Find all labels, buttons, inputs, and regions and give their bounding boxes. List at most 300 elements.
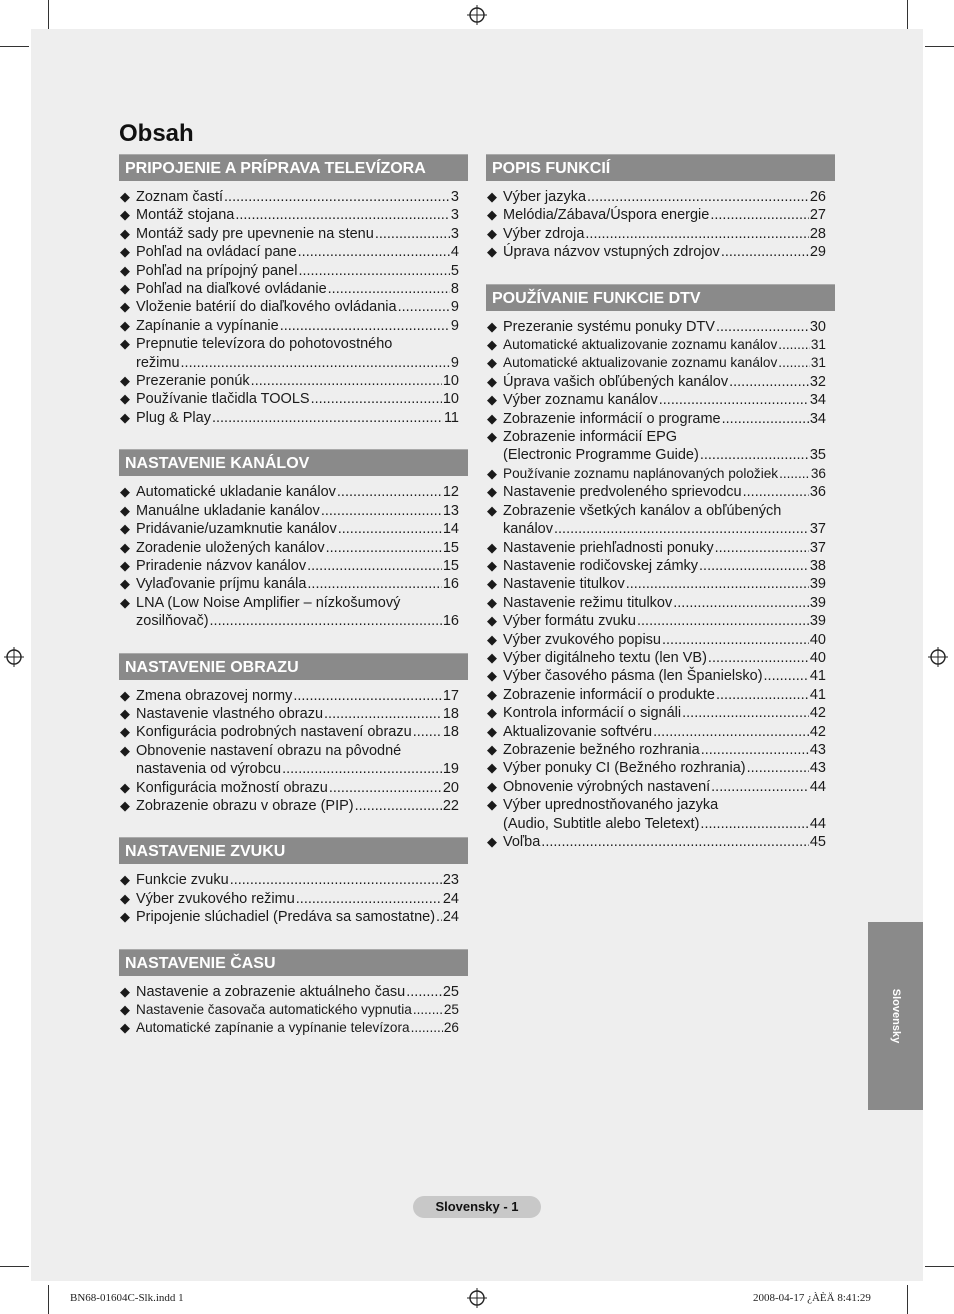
toc-entry-title: Prepnutie televízora do pohotovostného bbox=[136, 336, 393, 353]
toc-entry[interactable] bbox=[486, 704, 835, 722]
dot-leader bbox=[541, 833, 809, 851]
toc-page-number: 9 bbox=[450, 317, 459, 334]
crop-mark bbox=[925, 1266, 954, 1267]
dot-leader bbox=[210, 612, 442, 630]
page-footer: Slovensky - 1 bbox=[413, 1196, 541, 1218]
toc-entry[interactable] bbox=[486, 225, 835, 243]
toc-entry[interactable] bbox=[486, 391, 835, 409]
dot-leader bbox=[328, 280, 450, 298]
diamond-bullet-icon: ◆ bbox=[487, 318, 497, 334]
toc-page-number: 35 bbox=[809, 447, 826, 464]
diamond-bullet-icon: ◆ bbox=[120, 521, 130, 537]
diamond-bullet-icon: ◆ bbox=[120, 409, 130, 425]
dot-leader bbox=[413, 1001, 443, 1019]
toc-page-number: 39 bbox=[809, 613, 826, 630]
diamond-bullet-icon: ◆ bbox=[120, 705, 130, 721]
dot-leader bbox=[721, 243, 809, 261]
toc-entry[interactable] bbox=[486, 575, 835, 593]
diamond-bullet-icon: ◆ bbox=[487, 189, 497, 204]
toc-entry-title: Úprava vašich obľúbených kanálov bbox=[503, 373, 729, 390]
crop-mark bbox=[907, 1285, 908, 1314]
toc-entry-title: kanálov bbox=[503, 521, 553, 538]
toc-entry[interactable] bbox=[486, 318, 835, 336]
toc-entry-title: Montáž stojana bbox=[136, 207, 235, 224]
crop-mark bbox=[907, 0, 908, 29]
toc-page-number: 18 bbox=[442, 724, 459, 741]
dot-leader bbox=[329, 779, 442, 797]
diamond-bullet-icon: ◆ bbox=[487, 484, 497, 500]
toc-page-number: 26 bbox=[809, 189, 826, 205]
dot-leader bbox=[716, 686, 809, 704]
toc-page-number: 40 bbox=[809, 649, 826, 666]
toc-page-number: 36 bbox=[809, 484, 826, 501]
dot-leader bbox=[700, 815, 808, 833]
toc-entry-title: Výber formátu zvuku bbox=[503, 613, 636, 630]
toc-entry-title: Aktualizovanie softvéru bbox=[503, 723, 653, 740]
toc-section bbox=[119, 837, 468, 926]
diamond-bullet-icon: ◆ bbox=[487, 337, 497, 353]
section-header: POPIS FUNKCIÍ bbox=[486, 154, 835, 181]
toc-entry-title: Vloženie batérií do diaľkového ovládania bbox=[136, 299, 397, 316]
toc-entry-title: Obnovenie výrobných nastavení bbox=[503, 778, 711, 795]
toc-entry-title: Funkcie zvuku bbox=[136, 872, 229, 889]
toc-entry-title: Zmena obrazovej normy bbox=[136, 687, 293, 704]
toc-page-number: 18 bbox=[442, 705, 459, 722]
toc-entry[interactable] bbox=[486, 723, 835, 741]
toc-entry-title: Obnovenie nastavení obrazu na pôvodné bbox=[136, 742, 402, 759]
dot-leader bbox=[321, 502, 442, 520]
diamond-bullet-icon: ◆ bbox=[487, 410, 497, 426]
toc-page-number: 42 bbox=[809, 705, 826, 722]
crop-mark bbox=[48, 0, 49, 29]
toc-page-number: 40 bbox=[809, 631, 826, 648]
toc-page-number: 31 bbox=[810, 337, 826, 353]
toc-entry-title: Používanie tlačidla TOOLS bbox=[136, 391, 310, 408]
dot-leader bbox=[710, 206, 809, 224]
dot-leader bbox=[715, 539, 809, 557]
toc-entry[interactable] bbox=[486, 354, 835, 372]
toc-entry-title: Výber zdroja bbox=[503, 225, 585, 242]
dot-leader bbox=[673, 594, 809, 612]
dot-leader bbox=[338, 520, 442, 538]
diamond-bullet-icon: ◆ bbox=[120, 687, 130, 703]
toc-entry-title: Používanie zoznamu naplánovaných položiek bbox=[503, 465, 779, 481]
toc-entry-title: (Audio, Subtitle alebo Teletext) bbox=[503, 815, 700, 832]
toc-entry[interactable] bbox=[486, 833, 835, 851]
toc-page-number: 3 bbox=[450, 207, 459, 224]
toc-entry[interactable] bbox=[119, 705, 468, 723]
page-title: Obsah bbox=[119, 120, 194, 147]
toc-entry[interactable] bbox=[486, 428, 835, 465]
toc-entry-title: zosilňovač) bbox=[136, 613, 209, 630]
dot-leader bbox=[181, 354, 450, 372]
section-header: NASTAVENIE ČASU bbox=[119, 949, 468, 976]
diamond-bullet-icon: ◆ bbox=[487, 594, 497, 610]
dot-leader bbox=[659, 391, 809, 409]
dot-leader bbox=[406, 983, 442, 1001]
toc-section bbox=[119, 154, 468, 427]
toc-entry-title: Nastavenie priehľadnosti ponuky bbox=[503, 539, 714, 556]
registration-mark-icon bbox=[4, 647, 24, 667]
toc-entry-title: Manuálne ukladanie kanálov bbox=[136, 502, 320, 519]
toc-page-number: 12 bbox=[442, 484, 459, 501]
toc-left-column bbox=[119, 154, 468, 1060]
diamond-bullet-icon: ◆ bbox=[120, 189, 130, 204]
diamond-bullet-icon: ◆ bbox=[120, 373, 130, 389]
toc-page-number: 9 bbox=[450, 354, 459, 371]
crop-mark bbox=[925, 46, 954, 47]
diamond-bullet-icon: ◆ bbox=[120, 225, 130, 241]
toc-entry[interactable] bbox=[119, 575, 468, 593]
crop-mark bbox=[0, 1266, 29, 1267]
toc-entry-title: Pripojenie slúchadiel (Predáva sa samostatne) bbox=[136, 909, 436, 926]
diamond-bullet-icon: ◆ bbox=[487, 649, 497, 665]
toc-entry-title: Konfigurácia podrobných nastavení obrazu bbox=[136, 724, 412, 741]
diamond-bullet-icon: ◆ bbox=[487, 760, 497, 776]
toc-entry[interactable] bbox=[486, 649, 835, 667]
dot-leader bbox=[282, 760, 442, 778]
toc-page-number: 32 bbox=[809, 373, 826, 390]
toc-page-number: 34 bbox=[809, 392, 826, 409]
toc-page-number: 14 bbox=[442, 521, 459, 538]
toc-entry[interactable] bbox=[119, 298, 468, 316]
toc-entry-title: Pohľad na ovládací pane bbox=[136, 244, 297, 261]
toc-entry[interactable] bbox=[119, 797, 468, 815]
diamond-bullet-icon: ◆ bbox=[487, 557, 497, 573]
dot-leader bbox=[307, 575, 441, 593]
diamond-bullet-icon: ◆ bbox=[120, 299, 130, 315]
toc-entry-title: Pohľad na prípojný panel bbox=[136, 262, 298, 279]
dot-leader bbox=[554, 520, 809, 538]
dot-leader bbox=[230, 871, 442, 889]
toc-page-number: 4 bbox=[450, 244, 459, 261]
toc-entry[interactable] bbox=[119, 594, 468, 631]
toc-page-number: 13 bbox=[442, 502, 459, 519]
toc-entry[interactable] bbox=[119, 871, 468, 889]
toc-entry[interactable] bbox=[486, 741, 835, 759]
toc-entry[interactable] bbox=[119, 742, 468, 779]
toc-section bbox=[119, 949, 468, 1038]
toc-entry[interactable] bbox=[119, 908, 468, 926]
dot-leader bbox=[587, 188, 809, 206]
diamond-bullet-icon: ◆ bbox=[120, 207, 130, 223]
toc-entry[interactable] bbox=[119, 483, 468, 501]
dot-leader bbox=[398, 298, 450, 316]
toc-entry[interactable] bbox=[486, 796, 835, 833]
toc-section bbox=[486, 284, 835, 852]
toc-page-number: 41 bbox=[809, 668, 826, 685]
toc-entry[interactable] bbox=[486, 243, 835, 261]
toc-entry-title: Zobrazenie obrazu v obraze (PIP) bbox=[136, 797, 354, 814]
toc-entry-title: Výber zvukového popisu bbox=[503, 631, 661, 648]
diamond-bullet-icon: ◆ bbox=[487, 686, 497, 702]
toc-page-number: 17 bbox=[442, 687, 459, 704]
dot-leader bbox=[326, 539, 442, 557]
toc-entry-title: Zoradenie uložených kanálov bbox=[136, 539, 325, 556]
diamond-bullet-icon: ◆ bbox=[487, 705, 497, 721]
diamond-bullet-icon: ◆ bbox=[487, 392, 497, 408]
diamond-bullet-icon: ◆ bbox=[120, 872, 130, 888]
toc-entry-title: Pohľad na diaľkové ovládanie bbox=[136, 281, 327, 298]
toc-page-number: 23 bbox=[442, 872, 459, 889]
dot-leader bbox=[764, 667, 809, 685]
dot-leader bbox=[311, 390, 442, 408]
toc-entry[interactable] bbox=[119, 188, 468, 206]
diamond-bullet-icon: ◆ bbox=[487, 355, 497, 371]
dot-leader bbox=[293, 687, 442, 705]
toc-entry[interactable] bbox=[486, 759, 835, 777]
toc-entry-title: Nastavenie rodičovskej zámky bbox=[503, 557, 699, 574]
dot-leader bbox=[224, 188, 450, 206]
section-header: POUŽÍVANIE FUNKCIE DTV bbox=[486, 284, 835, 311]
toc-entry[interactable] bbox=[486, 465, 835, 483]
diamond-bullet-icon: ◆ bbox=[487, 465, 497, 481]
toc-entry[interactable] bbox=[119, 409, 468, 427]
toc-entry[interactable] bbox=[486, 373, 835, 391]
toc-page-number: 45 bbox=[809, 834, 826, 850]
dot-leader bbox=[747, 759, 809, 777]
toc-page-number: 37 bbox=[809, 539, 826, 556]
toc-entry[interactable] bbox=[119, 225, 468, 243]
toc-entry-title: Melódia/Zábava/Úspora energie bbox=[503, 207, 710, 224]
diamond-bullet-icon: ◆ bbox=[487, 834, 497, 849]
toc-entry-title: Výber ponuky CI (Bežného rozhrania) bbox=[503, 760, 746, 777]
diamond-bullet-icon: ◆ bbox=[120, 502, 130, 518]
toc-entry[interactable] bbox=[119, 983, 468, 1001]
toc-entry[interactable] bbox=[119, 372, 468, 390]
diamond-bullet-icon: ◆ bbox=[120, 1002, 130, 1017]
toc-entry-title: Plug & Play bbox=[136, 409, 211, 426]
toc-page-number: 16 bbox=[442, 613, 459, 630]
toc-entry-title: Nastavenie titulkov bbox=[503, 576, 625, 593]
dot-leader bbox=[716, 318, 809, 336]
toc-entry[interactable] bbox=[119, 262, 468, 280]
toc-entry[interactable] bbox=[486, 206, 835, 224]
toc-entry-title: nastavenia od výrobcu bbox=[136, 761, 282, 778]
imprint-right: 2008-04-17 ¿ÀÈÄ 8:41:29 bbox=[753, 1292, 871, 1304]
dot-leader bbox=[708, 649, 809, 667]
toc-page-number: 36 bbox=[810, 465, 826, 481]
toc-page-number: 44 bbox=[809, 778, 826, 795]
toc-entry[interactable] bbox=[119, 335, 468, 372]
diamond-bullet-icon: ◆ bbox=[487, 502, 497, 518]
toc-page-number: 37 bbox=[809, 521, 826, 538]
toc-entry-title: Výber zoznamu kanálov bbox=[503, 392, 658, 409]
toc-entry[interactable] bbox=[119, 390, 468, 408]
toc-entry-title: Voľba bbox=[503, 834, 541, 850]
toc-entry[interactable] bbox=[119, 317, 468, 335]
toc-section bbox=[486, 154, 835, 262]
toc-page-number: 3 bbox=[450, 189, 459, 205]
toc-entry-title: Nastavenie vlastného obrazu bbox=[136, 705, 324, 722]
diamond-bullet-icon: ◆ bbox=[120, 484, 130, 500]
toc-page-number: 39 bbox=[809, 576, 826, 593]
toc-entry[interactable] bbox=[486, 410, 835, 428]
toc-entry-title: Vylaďovanie príjmu kanála bbox=[136, 576, 307, 593]
toc-entry-title: Prezeranie systému ponuky DTV bbox=[503, 318, 715, 335]
dot-leader bbox=[778, 336, 810, 354]
imprint-left: BN68-01604C-Slk.indd 1 bbox=[70, 1292, 184, 1304]
dot-leader bbox=[662, 631, 809, 649]
toc-page-number: 3 bbox=[450, 225, 459, 242]
toc-entry-title: Zobrazenie informácií o programe bbox=[503, 410, 721, 427]
diamond-bullet-icon: ◆ bbox=[120, 317, 130, 333]
toc-page-number: 15 bbox=[442, 539, 459, 556]
registration-mark-icon bbox=[467, 5, 487, 25]
toc-page-number: 22 bbox=[442, 797, 459, 814]
diamond-bullet-icon: ◆ bbox=[120, 391, 130, 407]
diamond-bullet-icon: ◆ bbox=[120, 576, 130, 592]
dot-leader bbox=[324, 705, 442, 723]
dot-leader bbox=[699, 557, 809, 575]
dot-leader bbox=[413, 723, 442, 741]
diamond-bullet-icon: ◆ bbox=[120, 724, 130, 740]
diamond-bullet-icon: ◆ bbox=[487, 797, 497, 813]
toc-entry-title: Výber zvukového režimu bbox=[136, 890, 295, 907]
diamond-bullet-icon: ◆ bbox=[487, 225, 497, 241]
toc-entry-title: Nastavenie a zobrazenie aktuálneho času bbox=[136, 983, 406, 1000]
dot-leader bbox=[375, 225, 450, 243]
diamond-bullet-icon: ◆ bbox=[120, 539, 130, 555]
toc-entry-title: Výber časového pásma (len Španielsko) bbox=[503, 668, 763, 685]
toc-entry[interactable] bbox=[486, 188, 835, 206]
toc-page-number: 42 bbox=[809, 723, 826, 740]
diamond-bullet-icon: ◆ bbox=[487, 778, 497, 794]
toc-entry[interactable] bbox=[119, 502, 468, 520]
toc-page-number: 5 bbox=[450, 262, 459, 279]
toc-section bbox=[119, 449, 468, 630]
toc-page-number: 30 bbox=[809, 318, 826, 335]
toc-entry-title: Zobrazenie všetkých kanálov a obľúbených bbox=[503, 502, 782, 519]
toc-page-number: 38 bbox=[809, 557, 826, 574]
toc-entry-title: (Electronic Programme Guide) bbox=[503, 447, 699, 464]
toc-entry-title: Zapínanie a vypínanie bbox=[136, 317, 279, 334]
toc-entry[interactable] bbox=[119, 243, 468, 261]
toc-page-number: 15 bbox=[442, 557, 459, 574]
toc-entry[interactable] bbox=[119, 539, 468, 557]
diamond-bullet-icon: ◆ bbox=[120, 983, 130, 999]
toc-entry[interactable] bbox=[119, 890, 468, 908]
toc-page-number: 8 bbox=[450, 281, 459, 298]
toc-entry[interactable] bbox=[119, 723, 468, 741]
dot-leader bbox=[298, 262, 449, 280]
toc-page-number: 41 bbox=[809, 686, 826, 703]
diamond-bullet-icon: ◆ bbox=[120, 742, 130, 758]
toc-entry-title: Priradenie názvov kanálov bbox=[136, 557, 307, 574]
toc-entry[interactable] bbox=[486, 612, 835, 630]
crop-mark bbox=[48, 1285, 49, 1314]
toc-entry[interactable] bbox=[486, 631, 835, 649]
dot-leader bbox=[743, 483, 809, 501]
toc-page-number: 24 bbox=[442, 890, 459, 907]
dot-leader bbox=[212, 409, 443, 427]
dot-leader bbox=[585, 225, 808, 243]
diamond-bullet-icon: ◆ bbox=[487, 631, 497, 647]
toc-page-number: 20 bbox=[442, 779, 459, 796]
diamond-bullet-icon: ◆ bbox=[487, 244, 497, 260]
toc-page-number: 26 bbox=[443, 1020, 459, 1036]
toc-page-number: 9 bbox=[450, 299, 459, 316]
toc-entry[interactable] bbox=[486, 483, 835, 501]
toc-entry[interactable] bbox=[119, 687, 468, 705]
registration-mark-icon bbox=[467, 1288, 487, 1308]
toc-entry[interactable] bbox=[119, 779, 468, 797]
toc-page-number: 27 bbox=[809, 207, 826, 224]
toc-entry[interactable] bbox=[486, 686, 835, 704]
toc-entry[interactable] bbox=[119, 520, 468, 538]
diamond-bullet-icon: ◆ bbox=[487, 723, 497, 739]
side-tab-label: Slovensky bbox=[889, 988, 902, 1044]
section-header: NASTAVENIE ZVUKU bbox=[119, 837, 468, 864]
dot-leader bbox=[729, 373, 809, 391]
toc-entry[interactable] bbox=[119, 206, 468, 224]
diamond-bullet-icon: ◆ bbox=[120, 909, 130, 925]
toc-entry[interactable] bbox=[486, 502, 835, 539]
toc-page-number: 10 bbox=[442, 391, 459, 408]
toc-entry[interactable] bbox=[486, 336, 835, 354]
diamond-bullet-icon: ◆ bbox=[120, 890, 130, 906]
toc-entry[interactable] bbox=[486, 539, 835, 557]
toc-entry-title: Nastavenie časovača automatického vypnutia bbox=[136, 1002, 412, 1017]
toc-entry-title: Konfigurácia možností obrazu bbox=[136, 779, 328, 796]
crop-mark bbox=[0, 46, 29, 47]
diamond-bullet-icon: ◆ bbox=[120, 281, 130, 297]
diamond-bullet-icon: ◆ bbox=[120, 557, 130, 573]
toc-entry-title: Výber uprednostňovaného jazyka bbox=[503, 797, 719, 814]
toc-entry[interactable] bbox=[119, 1019, 468, 1037]
toc-entry[interactable] bbox=[119, 557, 468, 575]
toc-page-number: 43 bbox=[809, 760, 826, 777]
toc-entry-title: Nastavenie režimu titulkov bbox=[503, 594, 673, 611]
toc-entry-title: Zoznam častí bbox=[136, 189, 224, 205]
toc-entry[interactable] bbox=[486, 557, 835, 575]
dot-leader bbox=[778, 354, 810, 372]
toc-page-number: 28 bbox=[809, 225, 826, 242]
language-side-tab bbox=[868, 922, 923, 1110]
diamond-bullet-icon: ◆ bbox=[487, 613, 497, 629]
diamond-bullet-icon: ◆ bbox=[487, 539, 497, 555]
toc-entry[interactable] bbox=[486, 667, 835, 685]
section-header: NASTAVENIE KANÁLOV bbox=[119, 449, 468, 476]
diamond-bullet-icon: ◆ bbox=[120, 779, 130, 795]
dot-leader bbox=[722, 410, 809, 428]
toc-entry-title: Prezeranie ponúk bbox=[136, 373, 250, 390]
dot-leader bbox=[235, 206, 450, 224]
diamond-bullet-icon: ◆ bbox=[120, 336, 130, 352]
toc-entry-title: Výber jazyka bbox=[503, 189, 587, 205]
dot-leader bbox=[280, 317, 450, 335]
diamond-bullet-icon: ◆ bbox=[487, 741, 497, 757]
toc-entry[interactable] bbox=[486, 778, 835, 796]
diamond-bullet-icon: ◆ bbox=[487, 373, 497, 389]
section-header: PRIPOJENIE A PRÍPRAVA TELEVÍZORA bbox=[119, 154, 468, 181]
dot-leader bbox=[436, 908, 442, 926]
toc-page-number: 24 bbox=[442, 909, 459, 926]
toc-entry-title: Výber digitálneho textu (len VB) bbox=[503, 649, 707, 666]
toc-entry[interactable] bbox=[119, 280, 468, 298]
toc-right-column bbox=[486, 154, 835, 873]
dot-leader bbox=[637, 612, 809, 630]
toc-entry-title: Pridávanie/uzamknutie kanálov bbox=[136, 521, 337, 538]
dot-leader bbox=[411, 1019, 443, 1037]
registration-mark-icon bbox=[928, 647, 948, 667]
toc-page-number: 16 bbox=[442, 576, 459, 593]
toc-entry-title: Zobrazenie informácií EPG bbox=[503, 429, 678, 446]
toc-entry[interactable] bbox=[119, 1001, 468, 1019]
dot-leader bbox=[337, 483, 442, 501]
dot-leader bbox=[701, 741, 809, 759]
toc-entry[interactable] bbox=[486, 594, 835, 612]
